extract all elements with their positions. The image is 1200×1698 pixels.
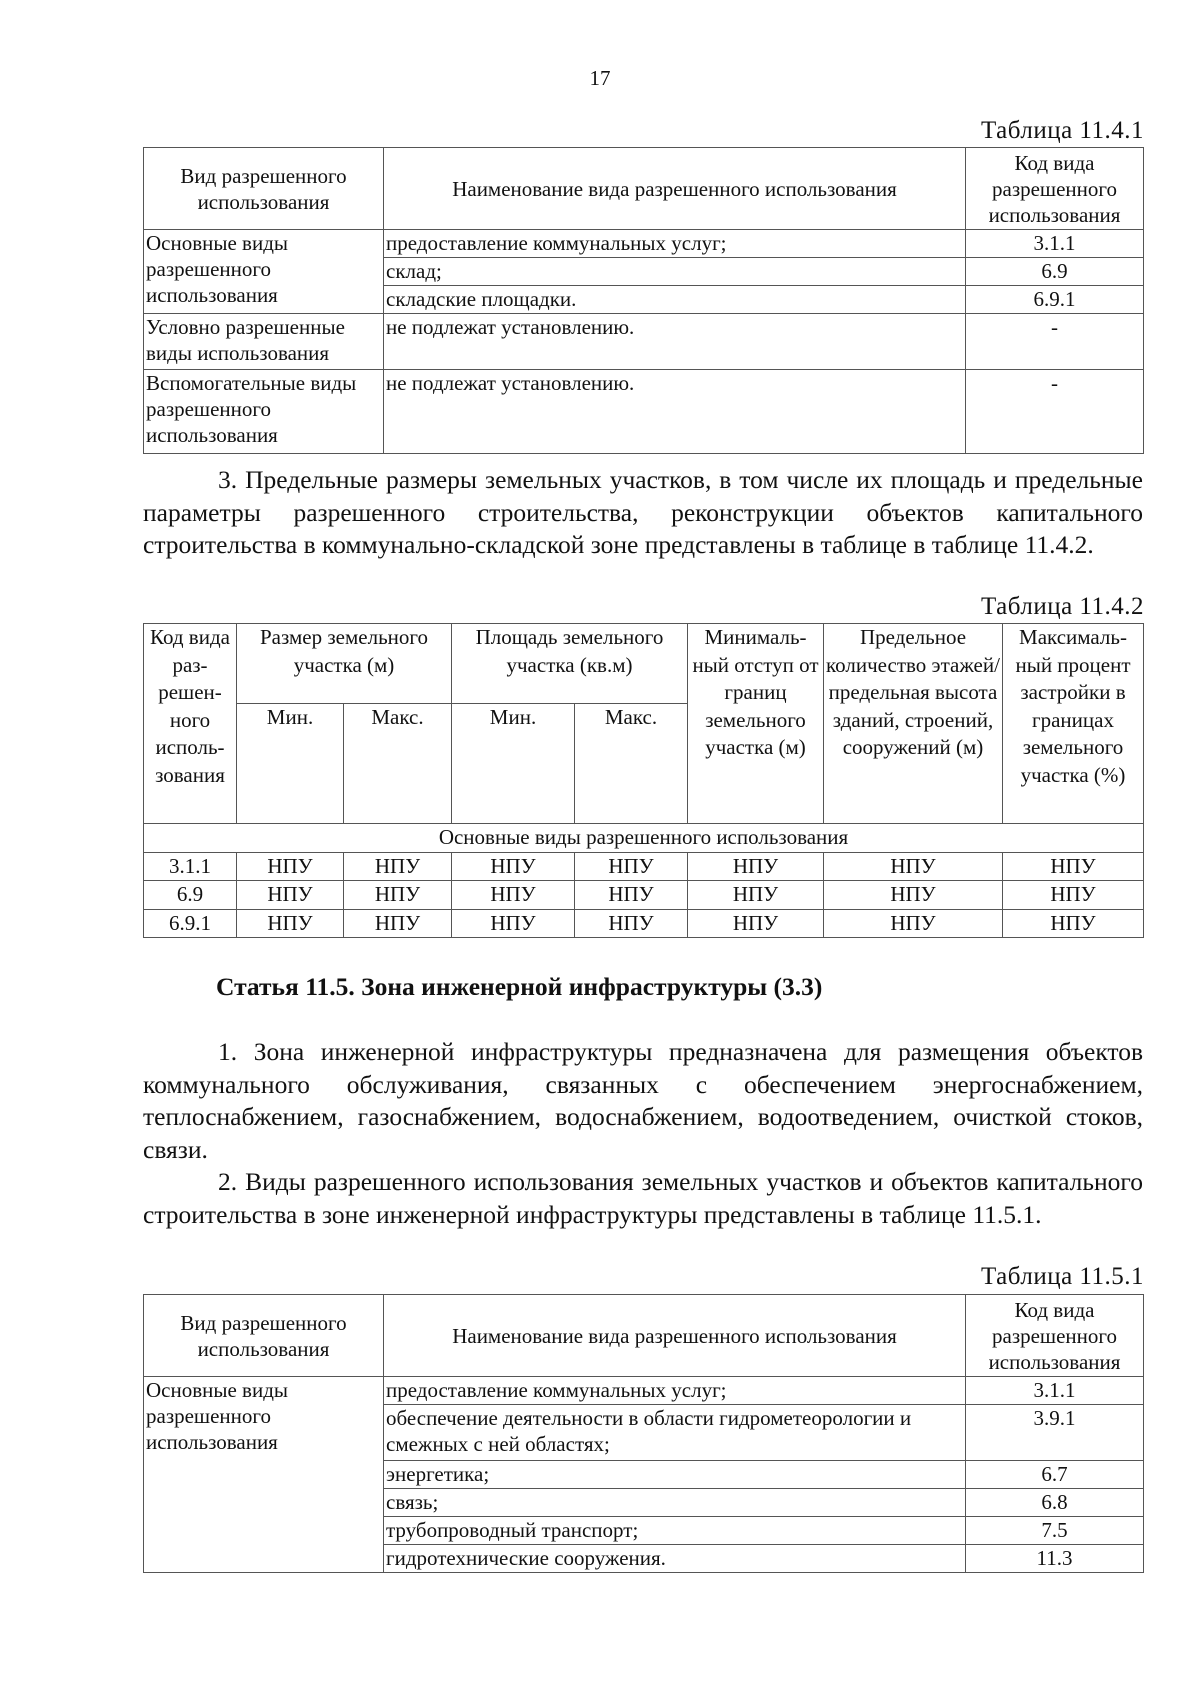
header-size-min: Мин. [237, 704, 344, 824]
value-cell: НПУ [237, 881, 344, 910]
name-cell: складские площадки. [384, 286, 966, 314]
header-code: Код вида разрешенного использования [966, 148, 1144, 230]
name-cell: энергетика; [384, 1461, 966, 1489]
table-row [144, 314, 1144, 370]
header-size-max: Макс. [344, 704, 452, 824]
table-caption-11-4-2: Таблица 11.4.2 [981, 593, 1144, 620]
code-cell: - [966, 314, 1144, 370]
table-row [144, 852, 1144, 881]
header-size: Размер земельного участка (м) [237, 624, 452, 704]
header-setback: Минималь-ный отступ от границ земельного участка (м) [688, 624, 824, 824]
header-code: Код вида разрешенного использования [966, 1295, 1144, 1377]
table-caption-11-5-1: Таблица 11.5.1 [981, 1263, 1144, 1290]
paragraph-3: 3. Предельные размеры земельных участков, в том числе их площадь и предельные параметры разрешенного строительства, реконструкции объектов капитального строительства в коммунально-складской зоне представлены в таблице в таблице 11.4.2. [143, 465, 1143, 559]
code-cell: 3.1.1 [966, 230, 1144, 258]
table-caption-11-4-1: Таблица 11.4.1 [981, 117, 1144, 144]
name-cell: склад; [384, 258, 966, 286]
value-cell: НПУ [452, 881, 575, 910]
value-cell: НПУ [237, 909, 344, 938]
code-cell: 3.9.1 [966, 1405, 1144, 1461]
name-cell: предоставление коммунальных услуг; [384, 1377, 966, 1405]
paragraph-2: 2. Виды разрешенного использования земельных участков и объектов капитального строительства в зоне инженерной инфраструктуры представлены в таблице 11.5.1. [143, 1167, 1143, 1229]
name-cell: не подлежат установлению. [384, 370, 966, 454]
value-cell: НПУ [1003, 909, 1144, 938]
value-cell: НПУ [1003, 852, 1144, 881]
header-name: Наименование вида разрешенного использования [384, 1295, 966, 1377]
value-cell: НПУ [824, 881, 1003, 910]
name-cell: связь; [384, 1489, 966, 1517]
code-cell: 3.1.1 [966, 1377, 1144, 1405]
article-heading: Статья 11.5. Зона инженерной инфраструктуры (3.3) [216, 972, 823, 1001]
header-type: Вид разрешенного использования [144, 1295, 384, 1377]
code-cell: 6.8 [966, 1489, 1144, 1517]
header-area: Площадь земельного участка (кв.м) [452, 624, 688, 704]
value-cell: НПУ [237, 852, 344, 881]
value-cell: НПУ [824, 852, 1003, 881]
table-header-row [144, 624, 1144, 704]
code-cell: 6.9.1 [144, 909, 237, 938]
paragraph-1: 1. Зона инженерной инфраструктуры предназначена для размещения объектов коммунального обслуживания, связанных с обеспечением энергоснабжением, теплоснабжением, газоснабжением, водоснабжением, водоотведением, очисткой стоков, связи. [143, 1037, 1143, 1164]
group-type-cell: Основные виды разрешенного использования [144, 1377, 384, 1573]
value-cell: НПУ [688, 852, 824, 881]
value-cell: НПУ [575, 852, 688, 881]
value-cell: НПУ [824, 909, 1003, 938]
name-cell: предоставление коммунальных услуг; [384, 230, 966, 258]
value-cell: НПУ [688, 909, 824, 938]
page-number: 17 [589, 66, 611, 90]
table-row [144, 230, 1144, 258]
value-cell: НПУ [344, 852, 452, 881]
header-name: Наименование вида разрешенного использования [384, 148, 966, 230]
section-row [144, 824, 1144, 853]
name-cell: гидротехнические сооружения. [384, 1545, 966, 1573]
name-cell: трубопроводный транспорт; [384, 1517, 966, 1545]
header-percent: Максималь-ный процент застройки в границах земельного участка (%) [1003, 624, 1144, 824]
code-cell: 6.7 [966, 1461, 1144, 1489]
code-cell: - [966, 370, 1144, 454]
code-cell: 7.5 [966, 1517, 1144, 1545]
table-row [144, 909, 1144, 938]
table-row [144, 370, 1144, 454]
value-cell: НПУ [344, 909, 452, 938]
value-cell: НПУ [344, 881, 452, 910]
table-row [144, 881, 1144, 910]
code-cell: 11.3 [966, 1545, 1144, 1573]
table-11-4-1 [143, 147, 1144, 454]
table-header-row [144, 1295, 1144, 1377]
value-cell: НПУ [575, 881, 688, 910]
header-area-max: Макс. [575, 704, 688, 824]
value-cell: НПУ [1003, 881, 1144, 910]
table-11-4-2 [143, 623, 1144, 938]
group-type-cell: Вспомогательные виды разрешенного использования [144, 370, 384, 454]
table-row [144, 1377, 1144, 1405]
section-title: Основные виды разрешенного использования [144, 824, 1144, 853]
value-cell: НПУ [575, 909, 688, 938]
value-cell: НПУ [452, 909, 575, 938]
code-cell: 3.1.1 [144, 852, 237, 881]
group-type-cell: Условно разрешенные виды использования [144, 314, 384, 370]
code-cell: 6.9.1 [966, 286, 1144, 314]
value-cell: НПУ [688, 881, 824, 910]
name-cell: не подлежат установлению. [384, 314, 966, 370]
code-cell: 6.9 [144, 881, 237, 910]
code-cell: 6.9 [966, 258, 1144, 286]
group-type-cell: Основные виды разрешенного использования [144, 230, 384, 314]
value-cell: НПУ [452, 852, 575, 881]
table-11-5-1 [143, 1294, 1144, 1573]
header-type: Вид разрешенного использования [144, 148, 384, 230]
header-code: Код вида раз-решен-ного исполь-зования [144, 624, 237, 824]
header-area-min: Мин. [452, 704, 575, 824]
name-cell: обеспечение деятельности в области гидрометеорологии и смежных с ней областях; [384, 1405, 966, 1461]
table-header-row [144, 148, 1144, 230]
header-floors: Предельное количество этажей/ предельная высота зданий, строений, сооружений (м) [824, 624, 1003, 824]
